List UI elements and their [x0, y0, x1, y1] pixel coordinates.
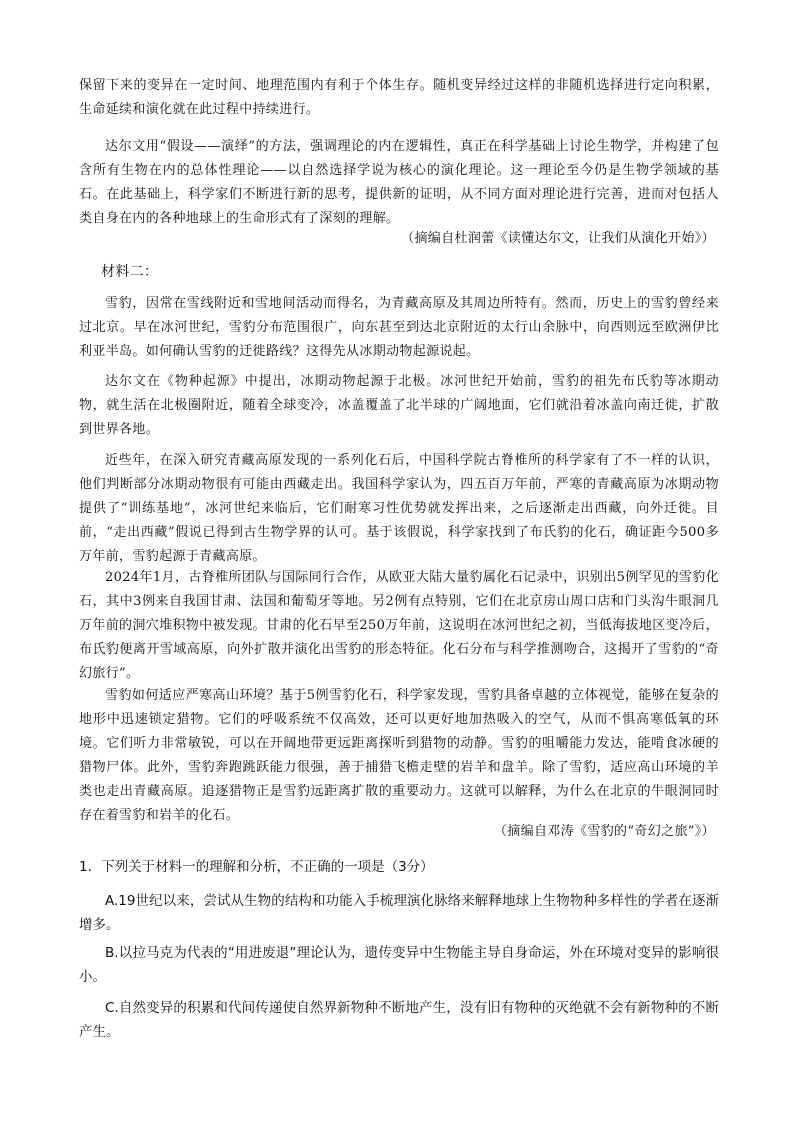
paragraph-out-of-tibet: 近些年，在深入研究青藏高原发现的一系列化石后，中国科学院古脊椎所的科学家有了不一样的认识，他们判断部分冰期动物很有可能由西藏走出。我国科学家认为，四五百万年前，严寒的青藏高原为冰期动物提供了“训练基地”，冰河世纪来临后，它们耐寒习性优势就发挥出来，之后逐渐走出西藏，向外迁徙。目前，“走出西藏”假说已得到古生物学界的认可。基于该假说，科学家找到了布氏豹的化石，确证距今500多万年前，雪豹起源于青藏高原。	[79, 453, 719, 564]
paragraph-fossil-discovery: 2024年1月，古脊椎所团队与国际同行合作，从欧亚大陆大量豹属化石记录中，识别出5例罕见的雪豹化石，其中3例来自我国甘肃、法国和葡萄牙等地。另2例有点特别，它们在北京房山周口店和门头沟牛眼洞几万年前的洞穴堆积物中被发现。甘肃的化石早至250万年前，这说明在冰河世纪之初，当低海拔地区变冷后，布氏豹便离开雪域高原，向外扩散并演化出雪豹的形态特征。化石分布与科学推测吻合，这揭开了雪豹的“奇幻旅行”。	[79, 570, 719, 681]
paragraph-adaptation: 雪豹如何适应严寒高山环境？基于5例雪豹化石，科学家发现，雪豹具备卓越的立体视觉，能够在复杂的地形中迅速锁定猎物。它们的呼吸系统不仅高效，还可以更好地加热吸入的空气，从而不惧高寒低氧的环境。它们听力非常敏锐，可以在开阔地带更远距离探听到猎物的动静。雪豹的咀嚼能力发达，能啃食冰硬的猎物尸体。此外，雪豹奔跑跳跃能力很强，善于捕猎飞檐走壁的岩羊和盘羊。除了雪豹，适应高山环境的羊类也走出青藏高原。追逐猎物正是雪豹远距离扩散的重要动力。这就可以解释，为什么在北京的牛眼洞同时存在着雪豹和岩羊的化石。	[79, 688, 719, 823]
paragraph-darwin-method: 达尔文用“假设——演绎”的方法，强调理论的内在逻辑性，真正在科学基础上讨论生物学，并构建了包含所有生物在内的总体性理论——以自然选择学说为核心的演化理论。这一理论至今仍是生物学领域的基石。在此基础上，科学家们不断进行新的思考，提供新的证明，从不同方面对理论进行完善，进而对包括人类自身在内的各种地球上的生命形式有了深刻的理解。	[79, 139, 719, 226]
source-citation-2: （摘编自邓涛《雪豹的“奇幻之旅”》）	[493, 824, 715, 839]
paragraph-variation-selection: 保留下来的变异在一定时间、地理范围内有利于个体生存。随机变异经过这样的非随机选择进行定向积累，生命延续和演化就在此过程中持续进行。	[79, 78, 719, 117]
option-a: A.19世纪以来，尝试从生物的结构和功能入手梳理演化脉络来解释地球上生物物种多样性的学者在逐渐增多。	[79, 893, 719, 933]
paragraph-snow-leopard-intro: 雪豹，因常在雪线附近和雪地间活动而得名，为青藏高原及其周边所特有。然而，历史上的雪豹曾经来过北京。早在冰河世纪，雪豹分布范围很广，向东甚至到达北京附近的太行山余脉中，向西则远至欧洲伊比利亚半岛。如何确认雪豹的迁徙路线？这得先从冰期动物起源说起。	[79, 296, 719, 359]
question-stem: 1．下列关于材料一的理解和分析，不正确的一项是（3分）	[79, 859, 434, 875]
paragraph-darwin-origin: 达尔文在《物种起源》中提出，冰期动物起源于北极。冰河世纪开始前，雪豹的祖先布氏豹等冰期动物，就生活在北极圈附近，随着全球变冷，冰盖覆盖了北半球的广阔地面，它们就沿着冰盖向南迁徙，扩散到世界各地。	[79, 374, 719, 437]
option-b: B.以拉马克为代表的“用进废退”理论认为，遗传变异中生物能主导自身命运，外在环境对变异的影响很小。	[79, 945, 719, 985]
source-citation-1: （摘编自杜润蕾《读懂达尔文，让我们从演化开始》）	[401, 231, 715, 246]
material-two-heading: 材料二：	[101, 264, 159, 280]
option-c: C.自然变异的积累和代间传递使自然界新物种不断地产生，没有旧有物种的灭绝就不会有新物种的不断产生。	[79, 1000, 719, 1040]
